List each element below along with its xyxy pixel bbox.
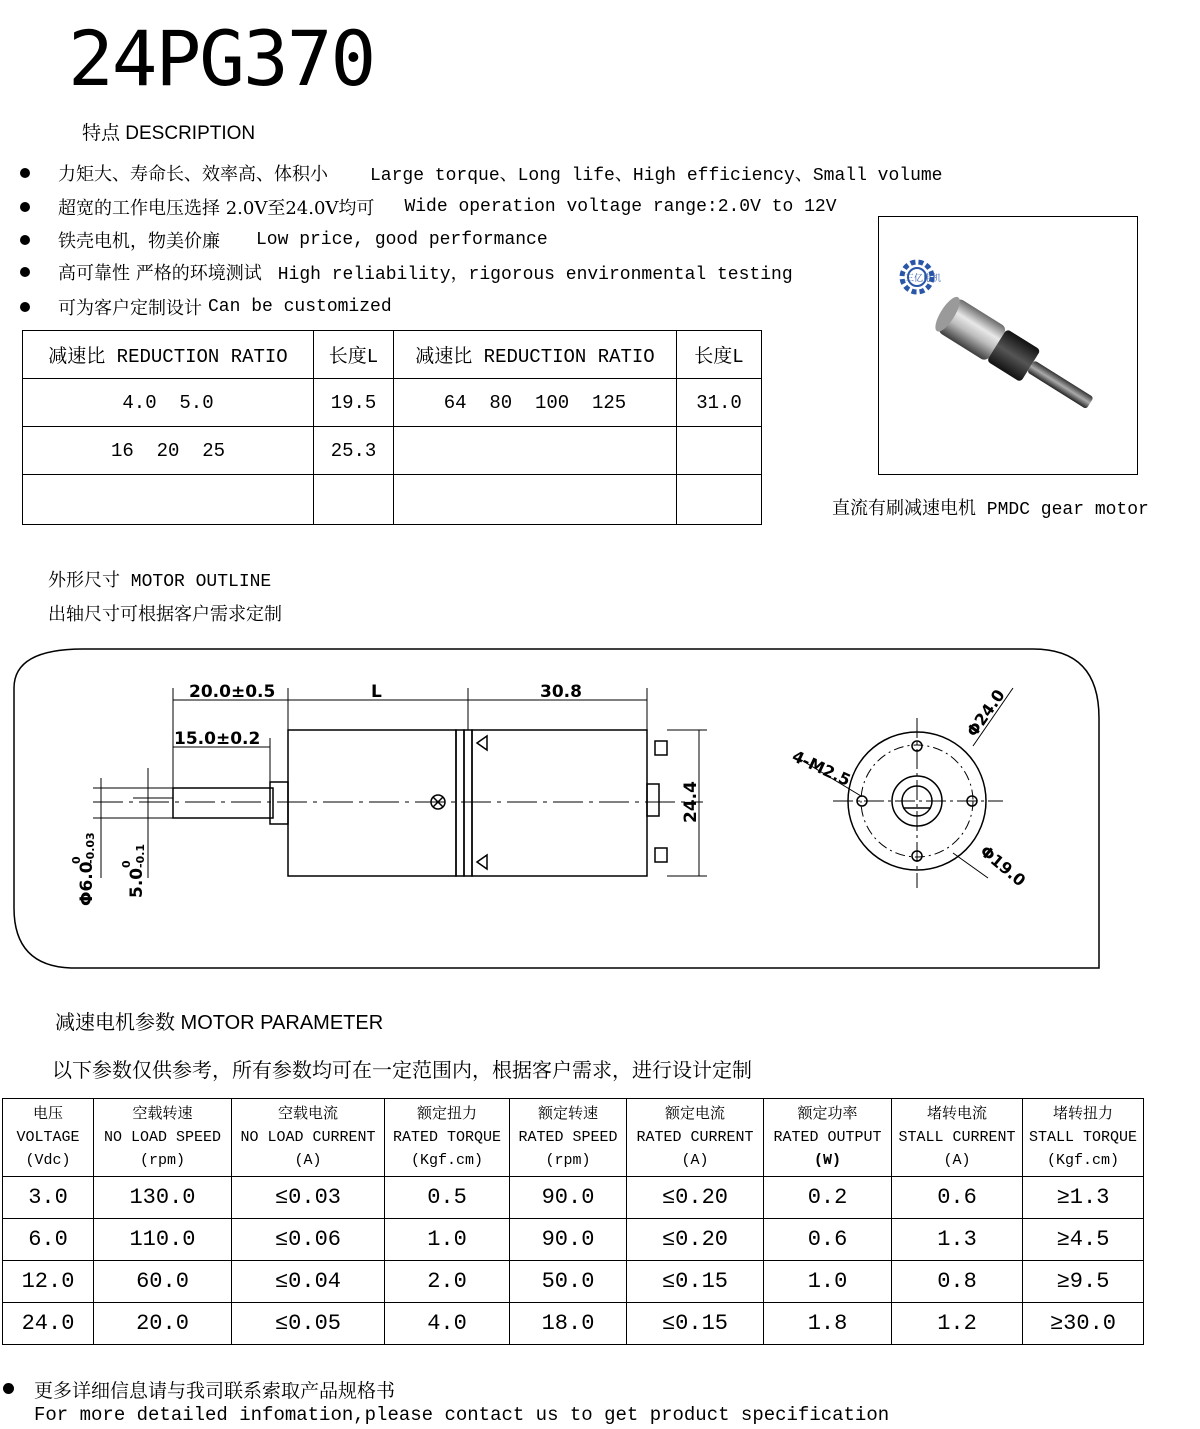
feature-en: High reliability，rigorous environmental testing bbox=[277, 265, 793, 285]
parameter-heading: 减速电机参数 MOTOR PARAMETER bbox=[55, 1012, 384, 1034]
reduction-ratio-table bbox=[22, 330, 762, 525]
feature-zh: 可为客户定制设计 bbox=[58, 298, 202, 319]
table-cell: 1.8 bbox=[764, 1303, 892, 1345]
length-cell: 31.0 bbox=[677, 379, 762, 427]
table-cell: 1.3 bbox=[892, 1219, 1023, 1261]
dim-flat bbox=[120, 844, 147, 898]
dim-bolt-circle: Φ19.0 bbox=[976, 841, 1030, 891]
photo-caption: 直流有刷减速电机 PMDC gear motor bbox=[832, 500, 1149, 520]
table-cell: 2.0 bbox=[385, 1261, 510, 1303]
feature-item bbox=[20, 227, 548, 253]
table-cell: ≥1.3 bbox=[1023, 1177, 1144, 1219]
ratio-cell bbox=[394, 427, 677, 475]
table-cell: 1.2 bbox=[892, 1303, 1023, 1345]
dim-shaft-length: 20.0±0.5 bbox=[189, 682, 276, 702]
table-cell: 6.0 bbox=[3, 1219, 94, 1261]
svg-text:-0.03: -0.03 bbox=[84, 832, 97, 864]
svg-text:0: 0 bbox=[120, 860, 133, 868]
feature-en: Low price, good performance bbox=[256, 230, 548, 250]
table-cell: ≤0.06 bbox=[232, 1219, 385, 1261]
svg-text:0: 0 bbox=[70, 856, 83, 864]
table-cell: ≤0.05 bbox=[232, 1303, 385, 1345]
table-cell: 3.0 bbox=[3, 1177, 94, 1219]
table-cell: ≤0.04 bbox=[232, 1261, 385, 1303]
feature-item bbox=[20, 194, 837, 220]
table-cell: 1.0 bbox=[764, 1261, 892, 1303]
table-cell: 0.6 bbox=[764, 1219, 892, 1261]
table-cell: 50.0 bbox=[510, 1261, 627, 1303]
footer-en: For more detailed infomation,please contact us to get product specification bbox=[34, 1404, 890, 1426]
product-photo bbox=[878, 216, 1138, 475]
length-cell bbox=[314, 475, 394, 525]
col-rated-output-header: 额定功率 RATED OUTPUT (W) bbox=[764, 1099, 892, 1177]
table-cell: 0.2 bbox=[764, 1177, 892, 1219]
table-cell: 18.0 bbox=[510, 1303, 627, 1345]
table-cell: 90.0 bbox=[510, 1219, 627, 1261]
bullet-icon bbox=[3, 1383, 14, 1394]
feature-en: Can be customized bbox=[208, 297, 392, 317]
col-rated-current-header: 额定电流 RATED CURRENT (A) bbox=[627, 1099, 764, 1177]
table-row bbox=[3, 1303, 1144, 1345]
table-cell: ≤0.20 bbox=[627, 1219, 764, 1261]
footer-zh: 更多详细信息请与我司联系索取产品规格书 bbox=[34, 1380, 396, 1402]
gear-motor-image bbox=[879, 217, 1137, 474]
ratio-cell bbox=[394, 475, 677, 525]
dim-boss-length: 15.0±0.2 bbox=[174, 729, 261, 749]
table-cell: ≥4.5 bbox=[1023, 1219, 1144, 1261]
table-cell: 24.0 bbox=[3, 1303, 94, 1345]
feature-en: Wide operation voltage range:2.0V to 12V bbox=[404, 197, 837, 217]
table-cell: 90.0 bbox=[510, 1177, 627, 1219]
table-row bbox=[3, 1261, 1144, 1303]
dim-gear-length: L bbox=[371, 682, 382, 702]
ratio-header: 减速比 REDUCTION RATIO bbox=[394, 331, 677, 379]
ratio-cell: 4.0 5.0 bbox=[23, 379, 314, 427]
table-cell: ≤0.15 bbox=[627, 1261, 764, 1303]
table-cell: ≤0.03 bbox=[232, 1177, 385, 1219]
table-cell: 12.0 bbox=[3, 1261, 94, 1303]
col-voltage-header: 电压 VOLTAGE (Vdc) bbox=[3, 1099, 94, 1177]
dim-height: 24.4 bbox=[681, 781, 701, 823]
feature-zh: 力矩大、寿命长、效率高、体积小 bbox=[58, 164, 328, 185]
logo-text: 三亿电机 bbox=[905, 274, 942, 284]
table-cell: 110.0 bbox=[94, 1219, 232, 1261]
col-stall-torque-header: 堵转扭力 STALL TORQUE (Kgf.cm) bbox=[1023, 1099, 1144, 1177]
svg-text:-0.1: -0.1 bbox=[134, 843, 147, 868]
length-cell bbox=[677, 427, 762, 475]
table-cell: 130.0 bbox=[94, 1177, 232, 1219]
length-cell: 25.3 bbox=[314, 427, 394, 475]
ratio-cell: 16 20 25 bbox=[23, 427, 314, 475]
table-cell: 1.0 bbox=[385, 1219, 510, 1261]
bullet-icon bbox=[20, 168, 30, 178]
dim-motor-length: 30.8 bbox=[540, 682, 582, 702]
table-cell: 0.5 bbox=[385, 1177, 510, 1219]
table-cell: ≥9.5 bbox=[1023, 1261, 1144, 1303]
dim-screws: 4-M2.5 bbox=[789, 746, 854, 790]
feature-zh: 高可靠性 严格的环境测试 bbox=[58, 263, 262, 284]
ratio-cell bbox=[23, 475, 314, 525]
col-no-load-speed-header: 空载转速 NO LOAD SPEED (rpm) bbox=[94, 1099, 232, 1177]
table-cell: ≤0.15 bbox=[627, 1303, 764, 1345]
svg-text:5.0: 5.0 bbox=[127, 867, 147, 898]
table-row bbox=[3, 1177, 1144, 1219]
product-title: 24PG370 bbox=[68, 14, 375, 103]
feature-zh: 铁壳电机，物美价廉 bbox=[58, 231, 220, 252]
col-rated-speed-header: 额定转速 RATED SPEED (rpm) bbox=[510, 1099, 627, 1177]
outline-heading: 外形尺寸 MOTOR OUTLINE bbox=[48, 572, 272, 592]
feature-item bbox=[20, 259, 793, 285]
feature-item bbox=[20, 294, 392, 320]
bullet-icon bbox=[20, 202, 30, 212]
bullet-icon bbox=[20, 267, 30, 277]
motor-parameter-table bbox=[2, 1098, 1144, 1345]
col-rated-torque-header: 额定扭力 RATED TORQUE (Kgf.cm) bbox=[385, 1099, 510, 1177]
feature-zh: 超宽的工作电压选择 2.0V至24.0V均可 bbox=[58, 198, 375, 219]
length-header: 长度L bbox=[314, 331, 394, 379]
table-cell: 4.0 bbox=[385, 1303, 510, 1345]
parameter-header-row bbox=[3, 1099, 1144, 1177]
outline-note: 出轴尺寸可根据客户需求定制 bbox=[48, 604, 282, 625]
description-heading: 特点 DESCRIPTION bbox=[82, 123, 256, 144]
ratio-cell: 64 80 100 125 bbox=[394, 379, 677, 427]
brand-logo bbox=[902, 262, 941, 292]
bullet-icon bbox=[20, 302, 30, 312]
feature-en: Large torque、Long life、High efficiency、Small volume bbox=[370, 166, 943, 186]
parameter-note: 以下参数仅供参考，所有参数均可在一定范围内，根据客户需求，进行设计定制 bbox=[52, 1058, 752, 1082]
motor-outline-drawing bbox=[13, 648, 1100, 969]
table-cell: 0.6 bbox=[892, 1177, 1023, 1219]
col-no-load-current-header: 空载电流 NO LOAD CURRENT (A) bbox=[232, 1099, 385, 1177]
col-stall-current-header: 堵转电流 STALL CURRENT (A) bbox=[892, 1099, 1023, 1177]
ratio-header: 减速比 REDUCTION RATIO bbox=[23, 331, 314, 379]
table-cell: ≥30.0 bbox=[1023, 1303, 1144, 1345]
bullet-icon bbox=[20, 235, 30, 245]
table-cell: 60.0 bbox=[94, 1261, 232, 1303]
table-cell: 20.0 bbox=[94, 1303, 232, 1345]
dimension-lines bbox=[93, 688, 707, 878]
dim-outer-diameter: Φ24.0 bbox=[962, 685, 1009, 741]
length-header: 长度L bbox=[677, 331, 762, 379]
dim-shaft-diameter bbox=[70, 832, 97, 906]
length-cell bbox=[677, 475, 762, 525]
length-cell: 19.5 bbox=[314, 379, 394, 427]
table-cell: ≤0.20 bbox=[627, 1177, 764, 1219]
svg-text:Φ6.0: Φ6.0 bbox=[77, 861, 97, 906]
table-cell: 0.8 bbox=[892, 1261, 1023, 1303]
feature-item bbox=[20, 160, 942, 186]
table-row bbox=[3, 1219, 1144, 1261]
side-view bbox=[173, 730, 667, 876]
